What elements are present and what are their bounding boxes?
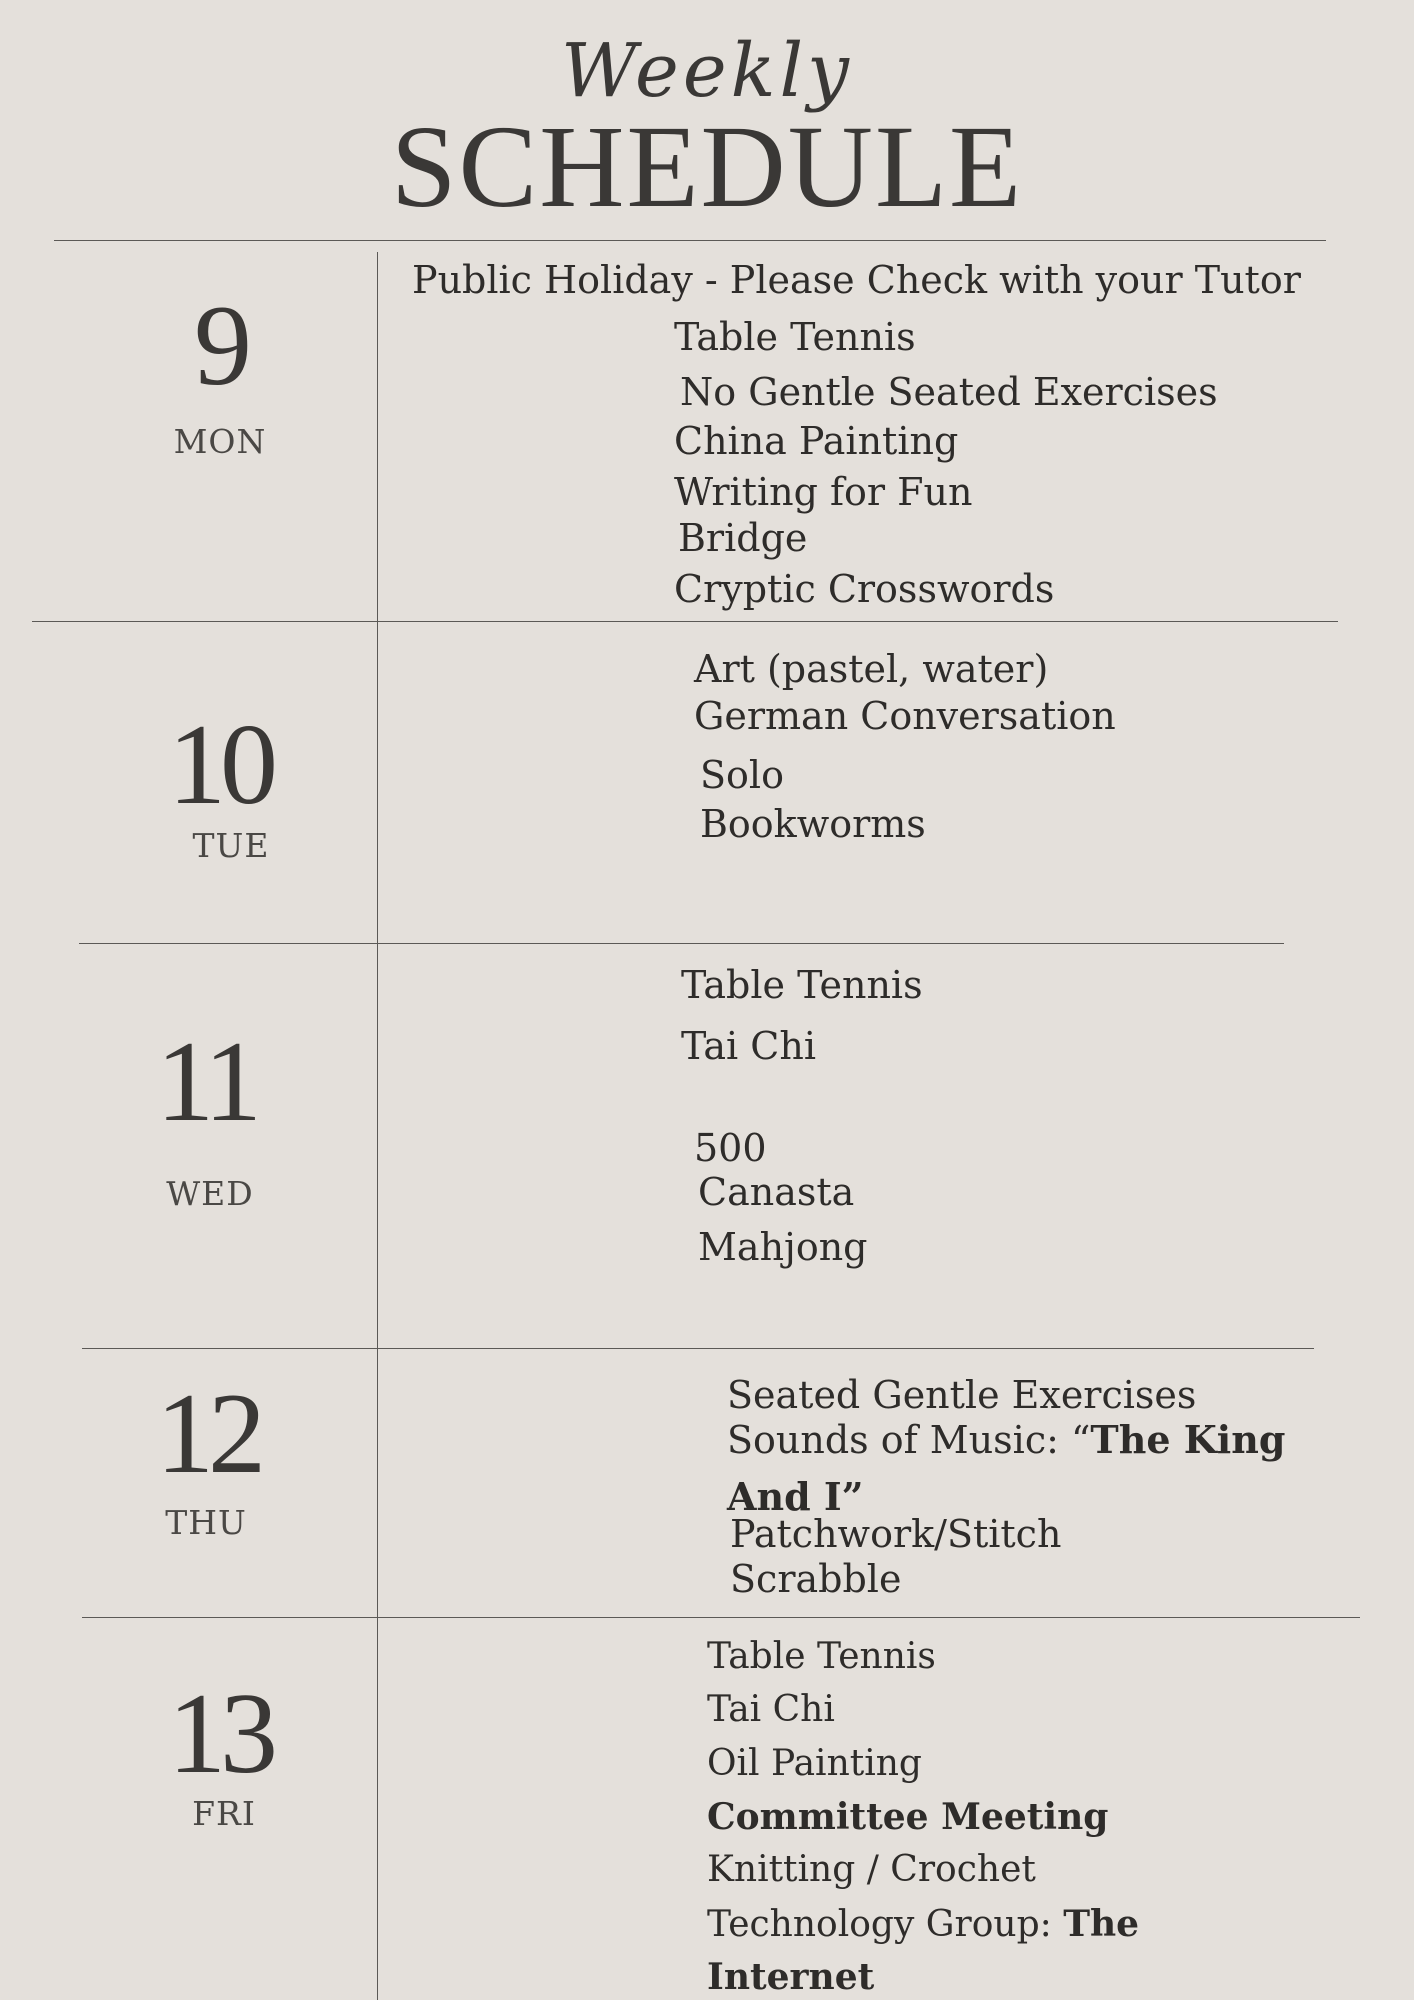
day-name: MON bbox=[173, 422, 267, 461]
event-activity: German Conversation bbox=[694, 694, 1116, 738]
day-number: 13 bbox=[168, 1670, 272, 1798]
event-activity: Seated Gentle Exercises bbox=[727, 1373, 1197, 1417]
event-activity-bold-continued: Internet bbox=[707, 1956, 875, 1998]
page-title: SCHEDULE bbox=[390, 101, 1024, 232]
event-activity-bold: The King bbox=[1090, 1417, 1286, 1462]
event-activity: Bookworms bbox=[700, 802, 926, 846]
day-note: Public Holiday - Please Check with your Tutor bbox=[412, 258, 1301, 302]
event-activity: Cryptic Crosswords bbox=[674, 567, 1055, 611]
event-activity: Bridge bbox=[678, 516, 808, 560]
event-activity-bold-continued: And I” bbox=[727, 1474, 864, 1519]
event-activity: Table Tennis bbox=[707, 1636, 936, 1677]
day-number: 10 bbox=[168, 701, 272, 829]
event-activity: Canasta bbox=[698, 1170, 855, 1214]
divider-vertical bbox=[377, 252, 378, 2000]
event-activity: Art (pastel, water) bbox=[694, 647, 1049, 691]
day-number: 12 bbox=[156, 1370, 260, 1498]
day-name: TUE bbox=[192, 826, 270, 865]
event-activity: No Gentle Seated Exercises bbox=[680, 370, 1218, 414]
event-activity-text: Technology Group: bbox=[707, 1904, 1064, 1945]
divider-tue-wed bbox=[79, 943, 1284, 944]
event-activity bbox=[707, 1902, 1139, 1947]
event-activity: Table Tennis bbox=[681, 963, 923, 1007]
day-number: 9 bbox=[194, 282, 246, 410]
event-activity: Patchwork/Stitch bbox=[730, 1512, 1062, 1556]
page-header bbox=[0, 0, 1414, 230]
day-number: 11 bbox=[156, 1018, 256, 1146]
day-name: FRI bbox=[192, 1794, 256, 1833]
event-activity: Table Tennis bbox=[674, 315, 916, 359]
event-activity: Oil Painting bbox=[707, 1743, 922, 1784]
event-activity: Tai Chi bbox=[707, 1689, 835, 1730]
event-activity: Committee Meeting bbox=[707, 1796, 1109, 1838]
day-name: THU bbox=[165, 1503, 247, 1542]
event-activity: Mahjong bbox=[698, 1225, 868, 1269]
event-activity: Writing for Fun bbox=[674, 470, 973, 514]
divider-thu-fri bbox=[82, 1617, 1360, 1618]
event-activity bbox=[727, 1418, 1285, 1462]
event-activity: China Painting bbox=[674, 419, 959, 463]
event-activity-bold: The bbox=[1063, 1903, 1140, 1945]
day-name: WED bbox=[166, 1174, 254, 1213]
divider-wed-thu bbox=[82, 1348, 1314, 1349]
divider-mon-tue bbox=[32, 621, 1338, 622]
divider-top bbox=[54, 240, 1326, 241]
script-title: Weekly bbox=[561, 28, 853, 114]
event-activity-text: Sounds of Music: “ bbox=[727, 1418, 1091, 1462]
event-activity: Tai Chi bbox=[681, 1024, 816, 1068]
event-activity: 500 bbox=[694, 1126, 767, 1170]
event-activity: Knitting / Crochet bbox=[707, 1849, 1036, 1890]
event-activity: Scrabble bbox=[730, 1557, 902, 1601]
event-activity: Solo bbox=[700, 753, 784, 797]
